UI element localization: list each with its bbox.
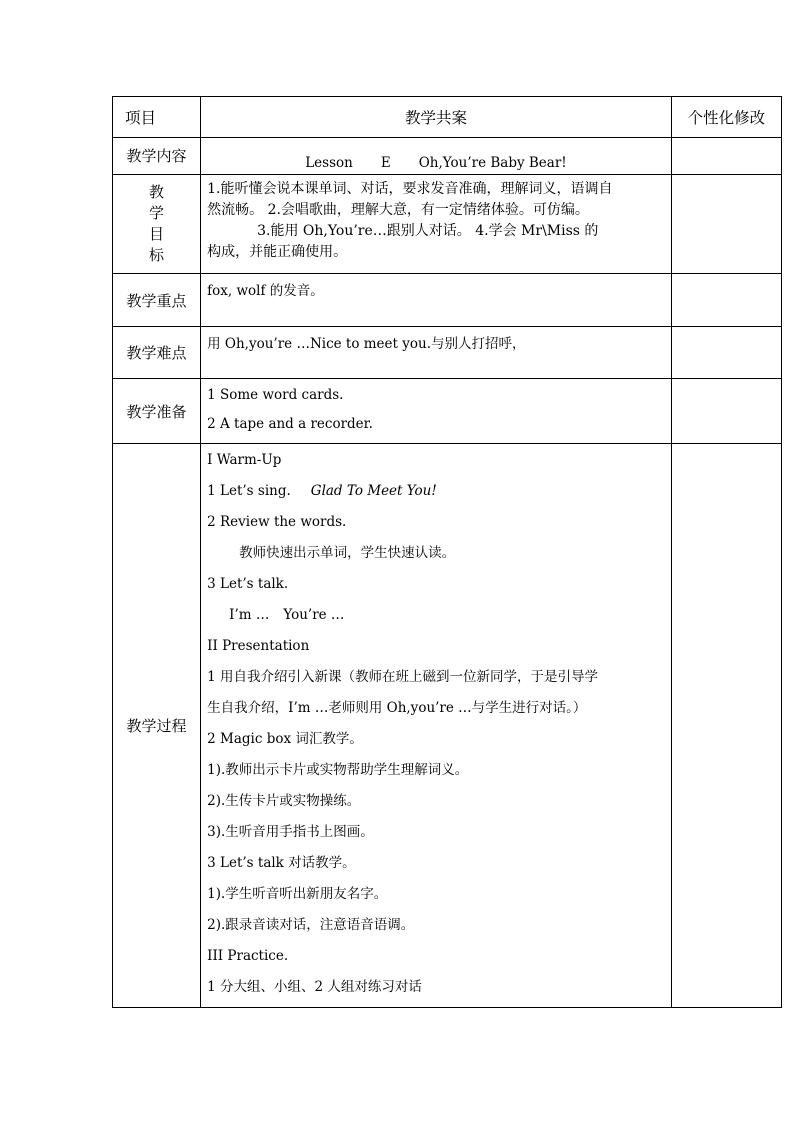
process-edit-cell[interactable]	[671, 444, 781, 1008]
difficulties-edit-cell[interactable]	[671, 327, 781, 379]
process-line: 1 用自我介绍引入新课（教师在班上磁到一位新同学，于是引导学	[207, 669, 599, 685]
process-text	[201, 444, 672, 1008]
objectives-label-char: 标	[149, 246, 165, 264]
difficulties-text: 用 Oh,you’re …Nice to meet you.与别人打招呼，	[201, 327, 672, 379]
process-label: 教学过程	[113, 444, 201, 1008]
process-line: 2).生传卡片或实物操练。	[207, 793, 361, 809]
objectives-label	[113, 175, 201, 274]
lesson-plan-table	[112, 96, 782, 1008]
preparation-text	[201, 379, 672, 444]
content-row	[113, 138, 782, 175]
process-line: 3).生听音用手指书上图画。	[207, 824, 374, 840]
key-points-row	[113, 274, 782, 327]
lesson-title: Oh,You’re Baby Bear!	[418, 155, 567, 171]
process-line	[207, 600, 665, 631]
difficulties-label: 教学难点	[113, 327, 201, 379]
preparation-label: 教学准备	[113, 379, 201, 444]
talk-youre: You’re …	[283, 607, 345, 623]
objectives-edit-cell[interactable]	[671, 175, 781, 274]
preparation-item: 1 Some word cards.	[207, 387, 344, 403]
objectives-label-char: 教	[149, 183, 165, 201]
preparation-edit-cell[interactable]	[671, 379, 781, 444]
key-points-edit-cell[interactable]	[671, 274, 781, 327]
header-shared-plan: 教学共案	[201, 97, 672, 138]
process-line: 1).学生听音听出新朋友名字。	[207, 886, 388, 902]
objective-line: 构成，并能正确使用。	[207, 244, 348, 260]
process-line: II Presentation	[207, 638, 310, 654]
preparation-item: 2 A tape and a recorder.	[207, 416, 373, 432]
objectives-row	[113, 175, 782, 274]
key-points-text: fox, wolf 的发音。	[201, 274, 672, 327]
process-line: 3 Let’s talk 对话教学。	[207, 855, 356, 871]
content-lesson-title	[201, 138, 672, 175]
process-row	[113, 444, 782, 1008]
header-item: 项目	[113, 97, 201, 138]
objectives-label-char: 目	[149, 225, 165, 243]
process-line: 教师快速出示单词，学生快速认读。	[239, 545, 456, 561]
process-line: 1 分大组、小组、2 人组对练习对话	[207, 979, 422, 995]
content-label: 教学内容	[113, 138, 201, 175]
objectives-label-char: 学	[149, 204, 165, 222]
header-row	[113, 97, 782, 138]
objective-line: 3.能用 Oh,You’re…跟别人对话。 4.学会 Mr\Miss 的	[257, 223, 599, 239]
process-line: 2 Magic box 词汇教学。	[207, 731, 363, 747]
header-personal-edit: 个性化修改	[671, 97, 781, 138]
process-line: 1).教师出示卡片或实物帮助学生理解词义。	[207, 762, 469, 778]
talk-im: I’m …	[229, 607, 270, 623]
objective-line: 1.能听懂会说本课单词、对话，要求发音准确，理解词义，语调自	[207, 181, 613, 197]
objectives-text	[201, 175, 672, 274]
process-line: III Practice.	[207, 948, 289, 964]
process-line: 3 Let’s talk.	[207, 576, 289, 592]
preparation-row	[113, 379, 782, 444]
process-line: 2).跟录音读对话，注意语音语调。	[207, 917, 415, 933]
process-line: 2 Review the words.	[207, 514, 347, 530]
objective-line: 然流畅。 2.会唱歌曲，理解大意，有一定情绪体验。可仿编。	[207, 202, 589, 218]
lesson-word: Lesson	[305, 155, 353, 171]
content-edit-cell[interactable]	[671, 138, 781, 175]
process-line: I Warm-Up	[207, 452, 282, 468]
lesson-letter: E	[380, 155, 391, 171]
key-points-label: 教学重点	[113, 274, 201, 327]
process-line	[207, 476, 665, 507]
song-title: Glad To Meet You!	[310, 483, 437, 499]
difficulties-row	[113, 327, 782, 379]
sing-prefix: 1 Let’s sing.	[207, 483, 291, 499]
process-line: 生自我介绍，I’m …老师则用 Oh,you’re …与学生进行对话。）	[207, 700, 587, 716]
